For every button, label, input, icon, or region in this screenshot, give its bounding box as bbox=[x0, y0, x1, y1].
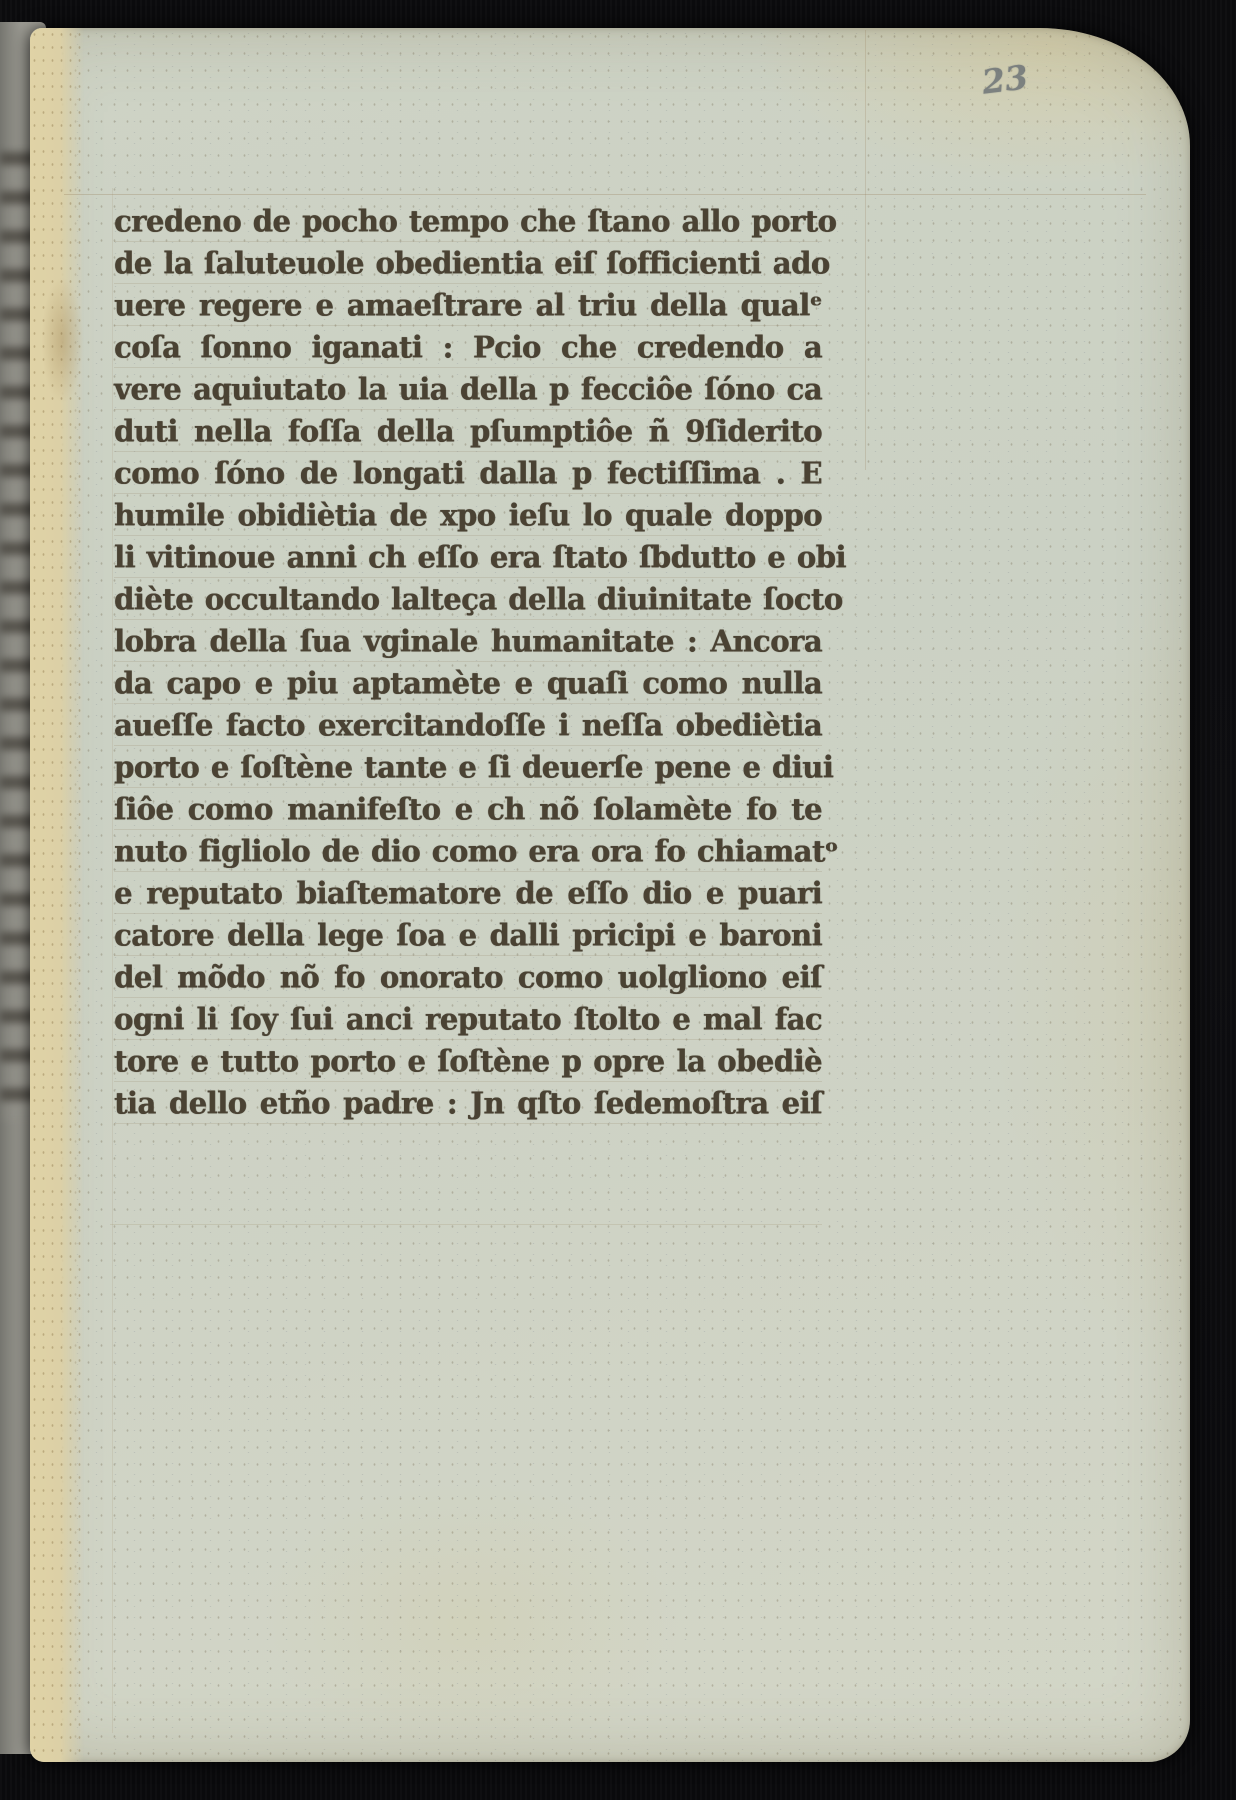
manuscript-line: coſa ſonno iganati : Pcio che credendo a bbox=[114, 329, 822, 365]
page-gutter-edge bbox=[30, 28, 84, 1762]
manuscript-line: ogni li ſoy ſui anci reputato ſtolto e mal fac bbox=[114, 1001, 822, 1037]
manuscript-line: porto e ſoſtène tante e ſi deuerſe pene e diui bbox=[114, 749, 834, 785]
folio-number: 23 bbox=[979, 57, 1031, 102]
manuscript-line: humile obidiètia de xpo ieſu lo quale doppo bbox=[114, 497, 822, 533]
manuscript-line: nuto figliolo de dio como era ora fo chiamatᵒ bbox=[114, 833, 838, 869]
manuscript-line: del mõdo nõ fo onorato como uolgliono eiſ bbox=[114, 959, 822, 995]
manuscript-line: da capo e piu aptamète e quaſi como nulla bbox=[114, 665, 822, 701]
manuscript-line: de la ſaluteuole obedientia eiſ ſofficienti ado bbox=[114, 245, 830, 281]
manuscript-line: ſiôe como manifeſto e ch nõ ſolamète fo te bbox=[114, 791, 822, 827]
manuscript-line: tore e tutto porto e ſoſtène p opre la obediè bbox=[114, 1043, 822, 1079]
manuscript-line: lobra della ſua vginale humanitate : Ancora bbox=[114, 623, 822, 659]
manuscript-line: uere regere e amaeſtrare al triu della qualᵉ bbox=[114, 287, 822, 323]
manuscript-line: catore della lege ſoa e dalli pricipi e baroni bbox=[114, 917, 822, 953]
ruling-line-vertical-left bbox=[112, 188, 113, 1733]
manuscript-line: como ſóno de longati dalla p fectiſſima . E bbox=[114, 455, 822, 491]
manuscript-line: duti nella foſſa della pſumptiôe ñ 9ſiderito bbox=[114, 413, 822, 449]
manuscript-line: aueſſe facto exercitandoſſe i neſſa obediètia bbox=[114, 707, 822, 743]
manuscript-line: e reputato biaſtematore de eſſo dio e puari bbox=[114, 875, 822, 911]
ruling-line-bottom bbox=[110, 1224, 822, 1225]
ruling-line-top bbox=[64, 194, 1146, 195]
manuscript-text-block bbox=[114, 200, 846, 1124]
manuscript-line: vere aquiutato la uia della p fecciôe ſóno ca bbox=[114, 371, 822, 407]
manuscript-page bbox=[30, 28, 1190, 1762]
manuscript-line: credeno de pocho tempo che ſtano allo porto bbox=[114, 203, 837, 239]
manuscript-line: li vitinoue anni ch eſſo era ſtato ſbdutto e obi bbox=[114, 539, 846, 575]
ruling-line-vertical-right bbox=[865, 30, 866, 470]
manuscript-line: tia dello etño padre : Jn qſto ſedemoſtra eiſ bbox=[114, 1085, 822, 1121]
manuscript-line: diète occultando lalteça della diuinitate ſocto bbox=[114, 581, 843, 617]
